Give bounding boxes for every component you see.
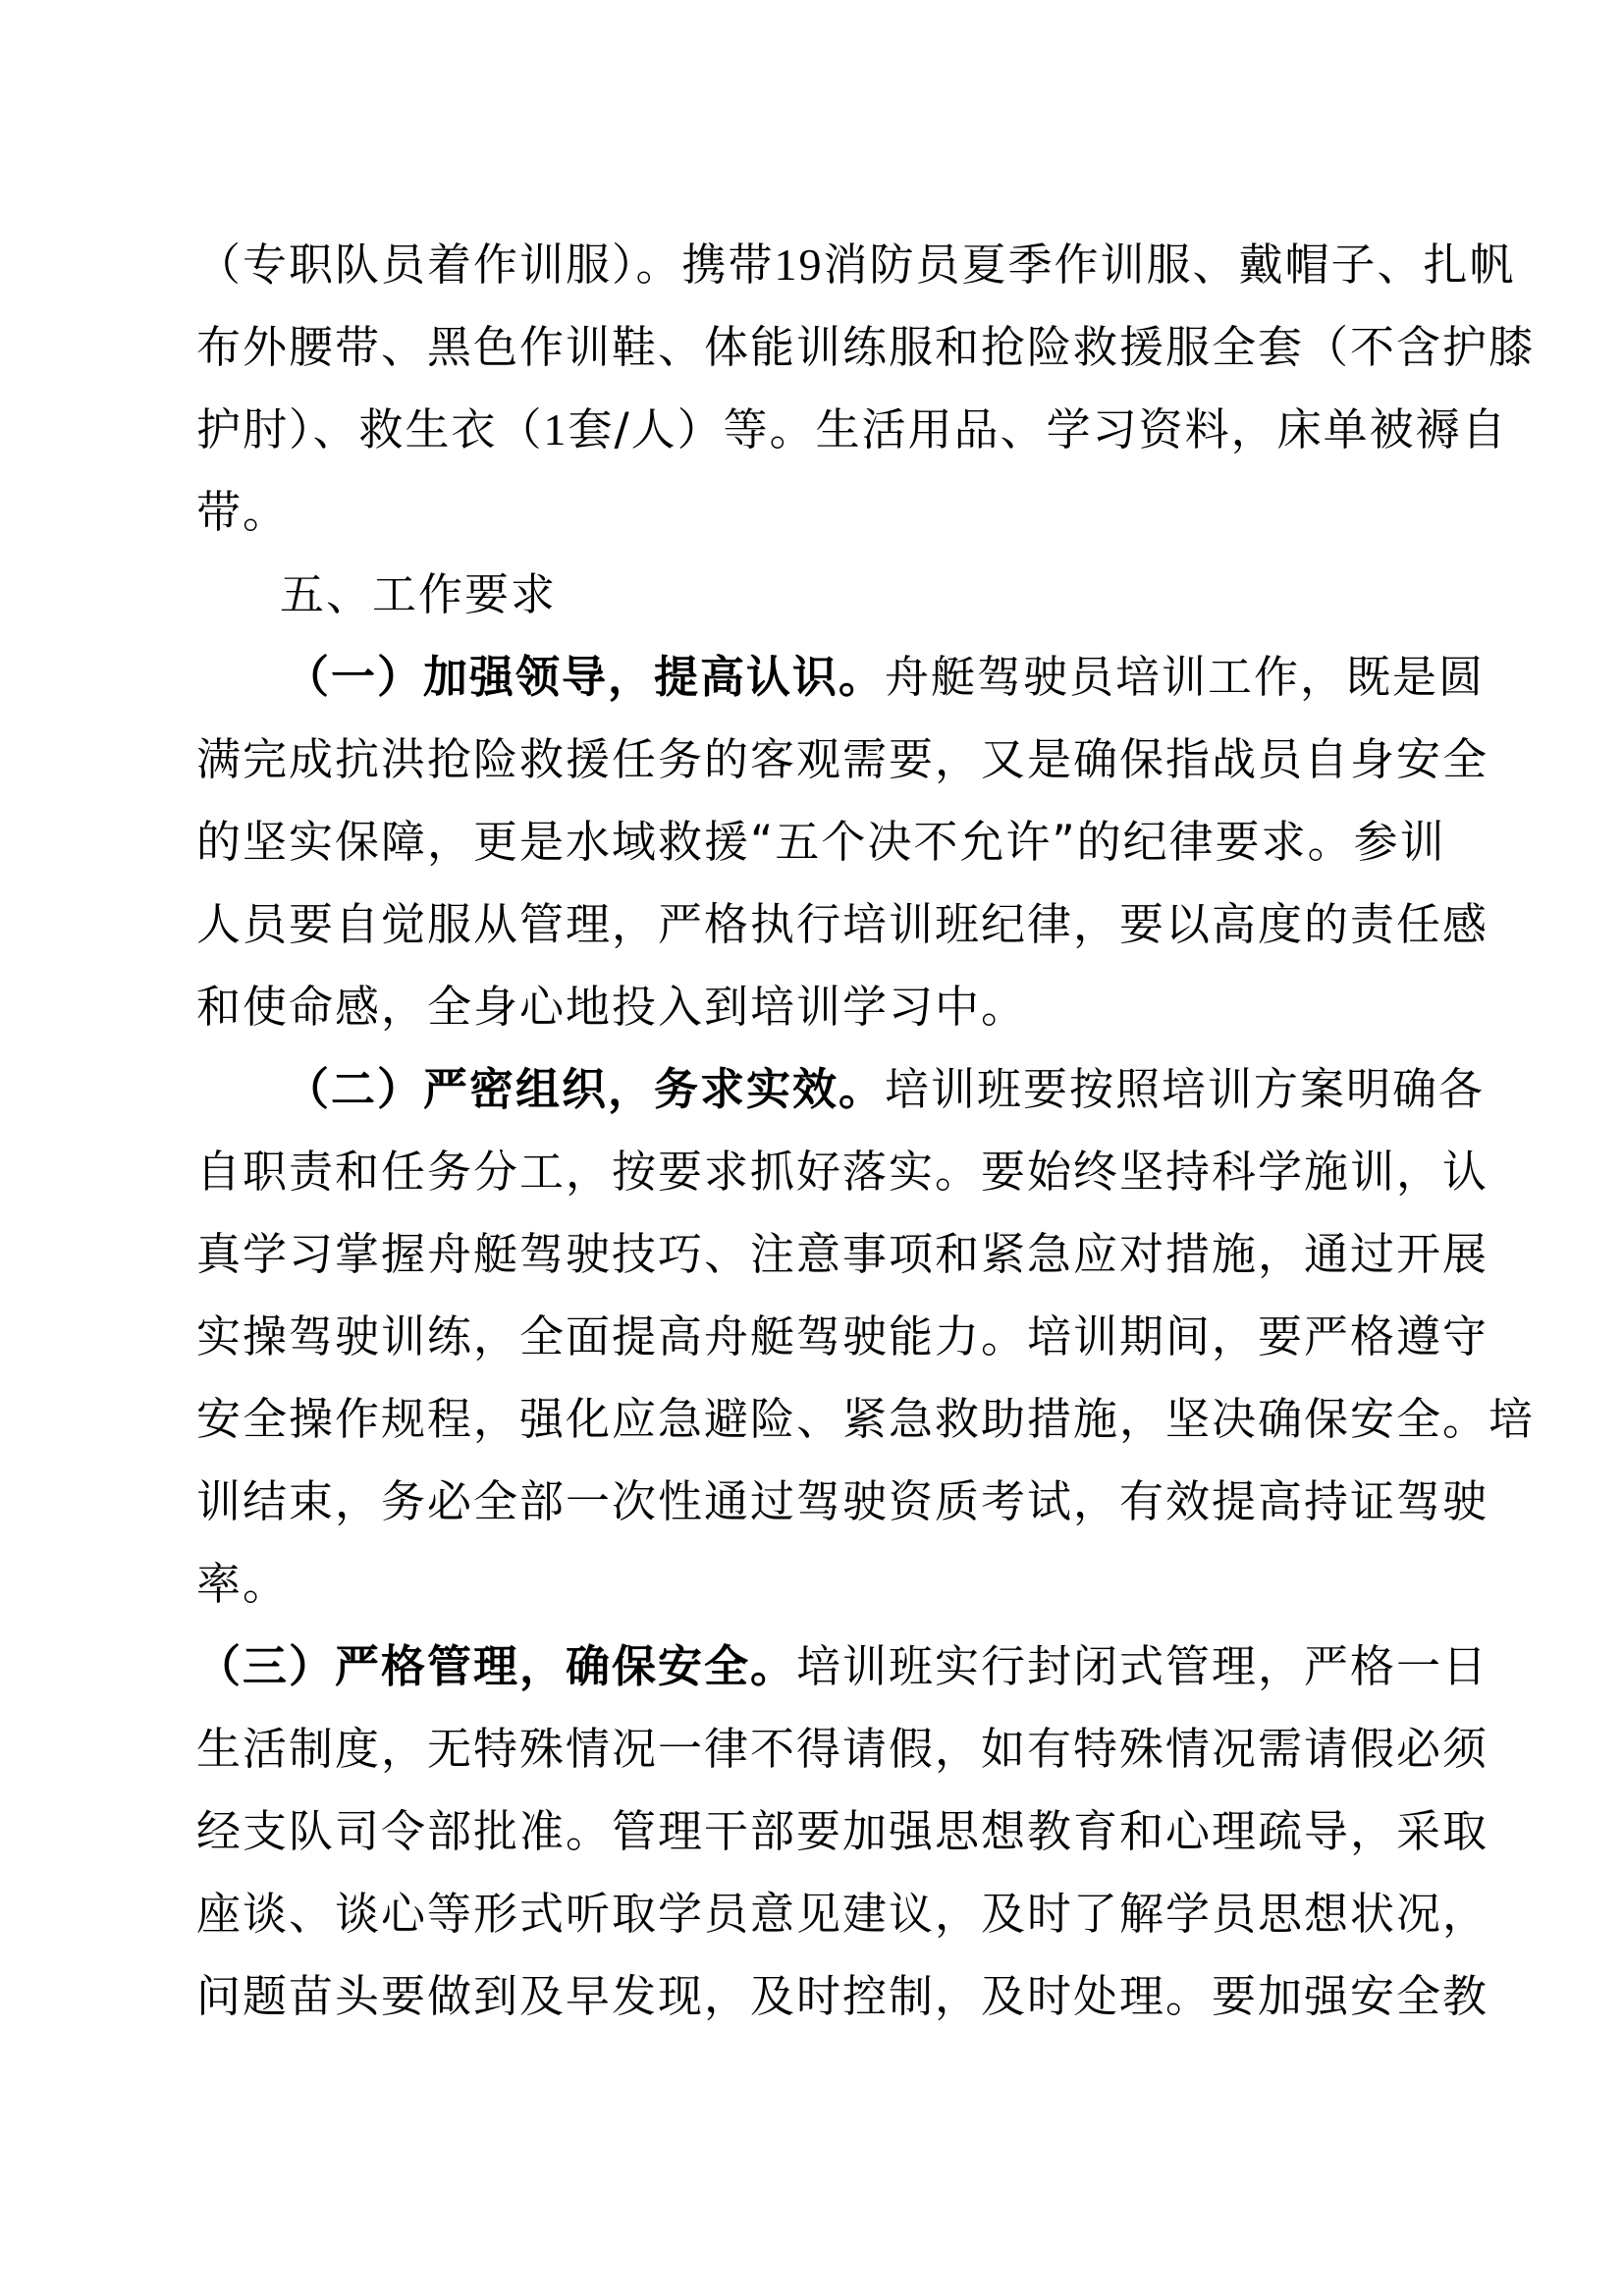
text-line: 座谈、谈心等形式听取学员意见建议，及时了解学员思想状况，	[196, 1888, 1489, 1940]
subsection-title: （二）严密组织，务求实效。	[285, 1063, 886, 1115]
text-line: 经支队司令部批准。管理干部要加强思想教育和心理疏导，采取	[196, 1805, 1489, 1857]
text-line: 训结束，务必全部一次性通过驾驶资质考试，有效提高持证驾驶	[196, 1475, 1489, 1527]
text-line: 实操驾驶训练，全面提高舟艇驾驶能力。培训期间，要严格遵守	[196, 1310, 1489, 1362]
text-run: 培训班要按照培训方案明确各	[885, 1063, 1486, 1115]
subsection-title: （一）加强领导，提高认识。	[285, 651, 886, 703]
text-line	[285, 636, 1486, 719]
number-run: 1	[543, 404, 568, 454]
text-line: 生活制度，无特殊情况一律不得请假，如有特殊情况需请假必须	[196, 1723, 1489, 1775]
text-line: 安全操作规程，强化应急避险、紧急救助措施，坚决确保安全。培	[196, 1393, 1536, 1445]
text-line	[196, 389, 1508, 471]
section-heading: 五、工作要求	[280, 568, 558, 620]
text-run: 套/人）等。生活用品、学习资料，床单被褥自	[568, 403, 1508, 455]
text-line: 带。	[196, 486, 290, 538]
text-run: 护肘）、救生衣（	[196, 403, 544, 455]
text-line: 率。	[196, 1558, 290, 1610]
text-run: 消防员夏季作训服、戴帽子、扎帆	[823, 239, 1516, 291]
text-run: 舟艇驾驶员培训工作，既是圆	[885, 651, 1486, 703]
subsection-title: （三）严格管理，确保安全。	[196, 1640, 797, 1692]
text-line	[285, 1048, 1486, 1131]
text-run: 培训班实行封闭式管理，严格一日	[796, 1640, 1489, 1692]
text-line: 人员要自觉服从管理，严格执行培训班纪律，要以高度的责任感	[196, 898, 1489, 950]
text-line: 的坚实保障，更是水域救援“五个决不允许”的纪律要求。参训	[196, 816, 1446, 868]
text-line: 布外腰带、黑色作训鞋、体能训练服和抢险救援服全套（不含护膝	[196, 321, 1536, 373]
text-line: 自职责和任务分工，按要求抓好落实。要始终坚持科学施训，认	[196, 1146, 1489, 1198]
text-line	[196, 1626, 1489, 1708]
text-run: （专职队员着作训服）。携带	[196, 239, 775, 291]
text-line: 和使命感，全身心地投入到培训学习中。	[196, 981, 1028, 1033]
text-line: 问题苗头要做到及早发现，及时控制，及时处理。要加强安全教	[196, 1970, 1489, 2022]
text-line: 满完成抗洪抢险救援任务的客观需要，又是确保指战员自身安全	[196, 733, 1489, 785]
text-line: 真学习掌握舟艇驾驶技巧、注意事项和紧急应对措施，通过开展	[196, 1228, 1489, 1280]
text-line	[196, 224, 1516, 306]
number-run: 19	[774, 240, 824, 290]
